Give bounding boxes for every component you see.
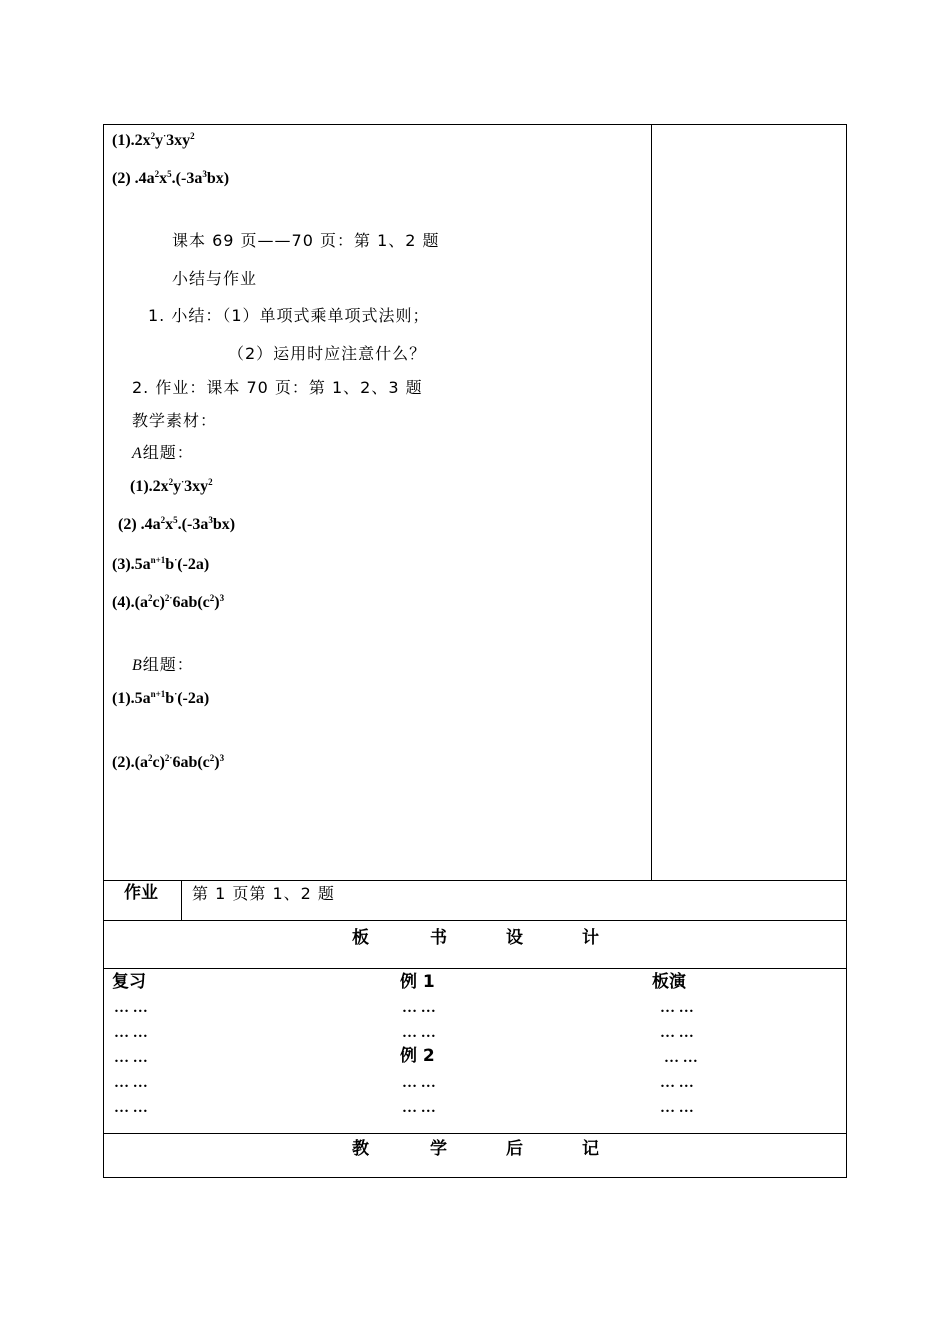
- example-2-heading: 例 2: [400, 1046, 435, 1066]
- teaching-material-label: 教学素材：: [132, 411, 218, 430]
- board-demo-dots: … …: [664, 1050, 698, 1066]
- afterword-char-2: 学: [430, 1139, 447, 1159]
- group-b-exercise-1: $(1).5a^{n+1}b^\cdot(-2a)$: [112, 689, 210, 707]
- homework-value: 第 1 页第 1、2 题: [192, 884, 335, 903]
- board-demo-heading: 板演: [652, 972, 686, 992]
- group-b-heading: B组题：: [132, 655, 194, 674]
- example-dots: … …: [402, 1000, 436, 1016]
- review-heading: 复习: [112, 972, 146, 992]
- board-design-char-1: 板: [352, 928, 369, 948]
- row-divider: [104, 880, 846, 881]
- board-demo-dots: … …: [660, 1100, 694, 1116]
- summary-item-1: 1. 小结：（1）单项式乘单项式法则；: [148, 306, 430, 325]
- board-design-char-2: 书: [430, 928, 447, 948]
- example-dots: … …: [402, 1075, 436, 1091]
- column-divider: [181, 880, 182, 920]
- board-demo-dots: … …: [660, 1075, 694, 1091]
- exercise-1: $(1).2x^2y^\cdot 3xy^2$: [112, 131, 195, 149]
- group-a-heading: A组题：: [132, 443, 194, 462]
- group-a-exercise-3: $(3).5a^{n+1}b^\cdot(-2a)$: [112, 555, 210, 573]
- example-1-heading: 例 1: [400, 972, 435, 992]
- textbook-exercises: 课本 69 页——70 页：第 1、2 题: [172, 231, 440, 250]
- lesson-plan-table: [103, 124, 847, 1178]
- afterword-char-4: 记: [582, 1139, 599, 1159]
- group-a-exercise-2: (2) $.4a^2x^5.(-3a^3bx)$: [118, 515, 236, 533]
- review-dots: … …: [114, 1050, 148, 1066]
- afterword-char-1: 教: [352, 1139, 369, 1159]
- board-design-char-4: 计: [582, 928, 599, 948]
- main-content-cell: [104, 125, 652, 880]
- homework-label: 作业: [124, 883, 158, 903]
- review-dots: … …: [114, 1100, 148, 1116]
- example-dots: … …: [402, 1025, 436, 1041]
- example-dots: … …: [402, 1100, 436, 1116]
- summary-title: 小结与作业: [172, 269, 258, 288]
- review-dots: … …: [114, 1075, 148, 1091]
- notes-cell: [652, 125, 846, 880]
- board-design-char-3: 设: [506, 928, 523, 948]
- group-a-exercise-1: $(1).2x^2y^\cdot 3xy^2$: [130, 477, 213, 495]
- review-dots: … …: [114, 1025, 148, 1041]
- row-divider: [104, 968, 846, 969]
- row-divider: [104, 1133, 846, 1134]
- board-demo-dots: … …: [660, 1000, 694, 1016]
- afterword-char-3: 后: [506, 1139, 523, 1159]
- row-divider: [104, 920, 846, 921]
- group-b-exercise-2: $(2).(a^2c)^{2\cdot}6ab(c^2)^3$: [112, 753, 225, 771]
- exercise-2: (2) $.4a^2x^5.(-3a^3bx)$: [112, 169, 230, 187]
- summary-item-2: （2）运用时应注意什么？: [228, 344, 427, 363]
- homework-item-2: 2. 作业：课本 70 页：第 1、2、3 题: [132, 378, 423, 397]
- review-dots: … …: [114, 1000, 148, 1016]
- board-demo-dots: … …: [660, 1025, 694, 1041]
- group-a-exercise-4: $(4).(a^2c)^{2\cdot}6ab(c^2)^3$: [112, 593, 225, 611]
